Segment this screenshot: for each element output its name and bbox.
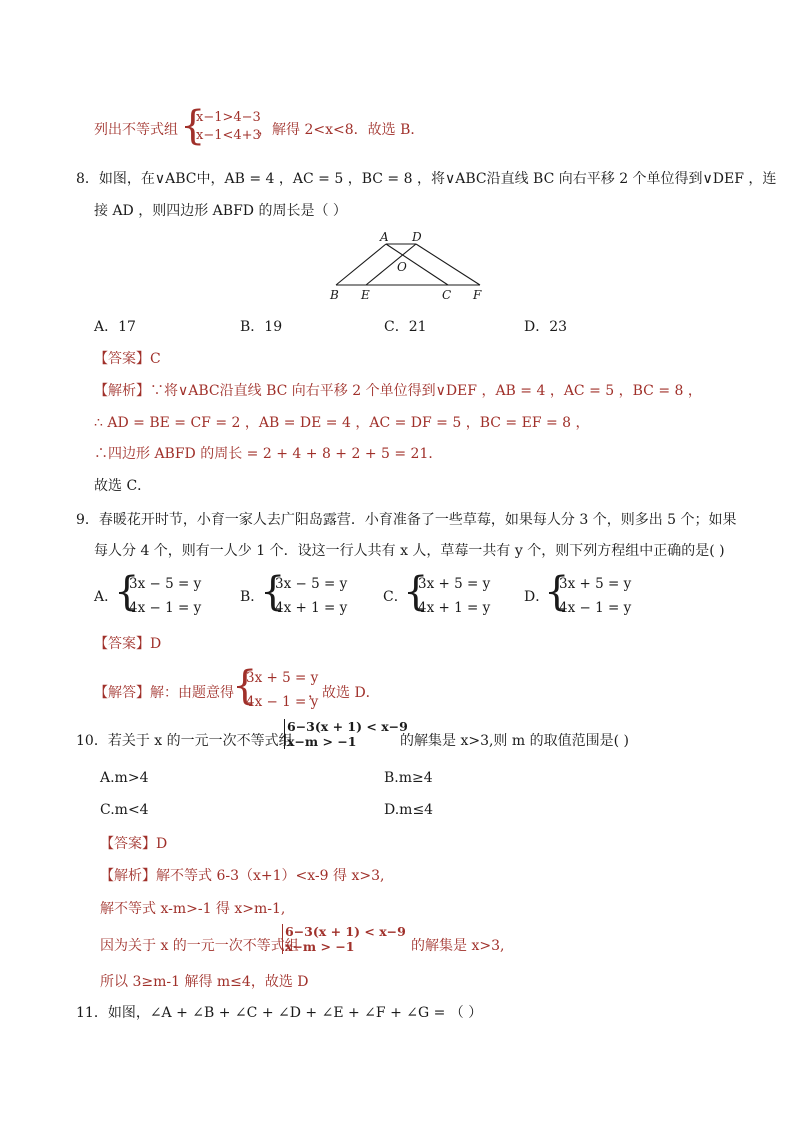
q9-option-c-brace: {: [403, 569, 429, 615]
q10-analysis-line3-prefix: 因为关于 x 的一元一次不等式组: [100, 938, 299, 954]
q11-question-line1: 11．如图，∠A + ∠B + ∠C + ∠D + ∠E + ∠F + ∠G = （ ）: [76, 1005, 483, 1021]
q9-option-c-eq2: 4x + 1 = y: [418, 600, 491, 616]
q9-option-c-system: [418, 572, 490, 620]
q9-option-b-system: [275, 572, 347, 620]
q10-option-d: D.m≤4: [384, 802, 434, 818]
q10-ineq-1: 6−3(x + 1) < x−9: [287, 719, 408, 734]
q10-analysis-ineq-2: x−m > −1: [285, 939, 355, 954]
q8-option-d: D．23: [524, 319, 568, 335]
q9-option-d-brace: {: [544, 569, 570, 615]
q10-analysis-line4: 所以 3≥m-1 解得 m≤4，故选 D: [100, 974, 309, 990]
q9-option-b-brace: {: [260, 569, 286, 615]
q9-option-c-label: C．: [383, 589, 408, 605]
q9-option-a-label: A．: [94, 589, 119, 605]
q9-option-c-eq1: 3x + 5 = y: [418, 576, 491, 592]
q7-brace: {: [180, 103, 206, 149]
q9-option-a-brace: {: [114, 569, 140, 615]
q9-option-b-eq2: 4x + 1 = y: [275, 600, 348, 616]
q7-solution-prefix: 列出不等式组: [94, 122, 178, 138]
q10-analysis-line2: 解不等式 x-m>-1 得 x>m-1,: [100, 901, 286, 917]
q8-analysis-line4: 故选 C．: [94, 478, 152, 494]
q9-option-d-system: [559, 572, 631, 620]
q10-option-c: C.m<4: [100, 802, 149, 818]
q9-question-line1: 9．春暖花开时节，小育一家人去广阳岛露营．小育准备了一些草莓，如果每人分 3 个，则多出 5 个；如果: [76, 512, 737, 528]
q8-label-e: E: [361, 288, 370, 302]
q8-label-o: O: [397, 260, 407, 274]
q8-analysis-line2: ∴ AD = BE = CF = 2 ，AB = DE = 4 ，AC = DF = 5 ，BC = EF = 8 ，: [94, 415, 590, 431]
q9-option-d-eq2: 4x − 1 = y: [559, 600, 632, 616]
q9-option-b-label: B．: [240, 589, 265, 605]
q9-option-a-eq2: 4x − 1 = y: [129, 600, 202, 616]
q9-option-d-label: D．: [524, 589, 550, 605]
q8-label-d: D: [412, 230, 422, 244]
q10-analysis-system: [282, 924, 406, 954]
q9-solution-brace: {: [232, 663, 258, 709]
q8-answer: 【答案】C: [94, 351, 161, 367]
q10-option-b: B.m≥4: [384, 770, 433, 786]
q10-analysis-line1: 【解析】解不等式 6-3（x+1）<x-9 得 x>3,: [100, 868, 385, 884]
q10-analysis-line3-suffix: 的解集是 x>3,: [411, 938, 505, 954]
q9-option-d-eq1: 3x + 5 = y: [559, 576, 632, 592]
q9-solution-prefix: 【解答】解：由题意得: [94, 685, 234, 701]
q8-option-c: C．21: [384, 319, 427, 335]
q9-answer: 【答案】D: [94, 636, 162, 652]
q10-answer: 【答案】D: [100, 836, 168, 852]
q8-question-line2: 接 AD ，则四边形 ABFD 的周长是（ ）: [94, 203, 347, 219]
q8-label-c: C: [442, 288, 452, 302]
q10-ineq-2: x−m > −1: [287, 734, 357, 749]
q8-label-a: A: [380, 230, 389, 244]
q10-question-prefix: 10．若关于 x 的一元一次不等式组: [76, 733, 293, 749]
q8-option-b: B．19: [240, 319, 283, 335]
q7-ineq-1: x−1>4−3: [196, 110, 261, 125]
q8-question-line1: 8．如图，在∨ABC中，AB = 4 ，AC = 5 ，BC = 8 ，将∨ABC沿直线 BC 向右平移 2 个单位得到∨DEF ，连: [76, 171, 777, 187]
q10-option-a: A.m>4: [100, 770, 149, 786]
q8-analysis-line3: ∴四边形 ABFD 的周长 = 2 + 4 + 8 + 2 + 5 = 21．: [94, 446, 443, 462]
q9-option-b-eq1: 3x − 5 = y: [275, 576, 348, 592]
q8-analysis-line1: 【解析】∵将∨ABC沿直线 BC 向右平移 2 个单位得到∨DEF ，AB = 4 ，AC = 5 ，BC = 8 ，: [94, 383, 702, 399]
q9-solution-eq1: 3x + 5 = y: [246, 670, 319, 686]
q9-question-line2: 每人分 4 个，则有一人少 1 个．设这一行人共有 x 人，草莓一共有 y 个，则下列方程组中正确的是( ): [94, 543, 725, 559]
q10-question-suffix: 的解集是 x>3,则 m 的取值范围是( ): [400, 733, 629, 749]
q8-figure: [328, 230, 488, 305]
q9-solution-suffix: ，故选 D．: [308, 685, 380, 701]
q8-option-a: A．17: [94, 319, 136, 335]
q9-option-a-eq1: 3x − 5 = y: [129, 576, 202, 592]
q9-option-a-system: [129, 572, 201, 620]
q9-solution-eq2: 4x − 1 = y: [246, 694, 319, 710]
q7-inequality-system: [196, 108, 261, 146]
q8-label-f: F: [473, 288, 482, 302]
q10-inequality-system: [284, 719, 408, 749]
q7-ineq-2: x−1<4+3: [196, 128, 261, 143]
q8-label-b: B: [330, 288, 339, 302]
q7-solution-suffix: ，解得 2<x<8．故选 B．: [258, 122, 425, 138]
q10-analysis-ineq-1: 6−3(x + 1) < x−9: [285, 924, 406, 939]
